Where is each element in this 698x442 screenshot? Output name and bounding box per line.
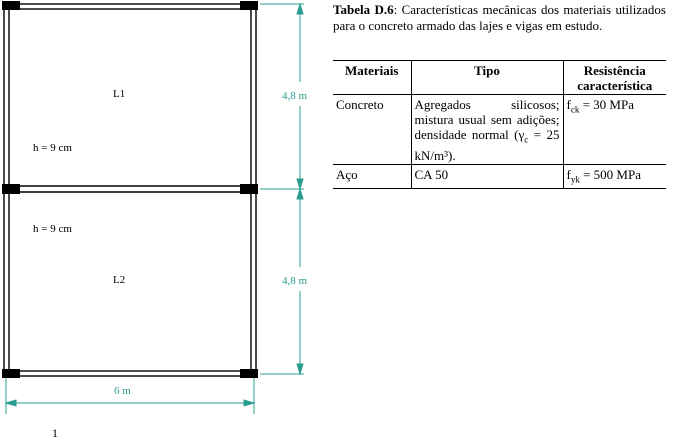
slab-thickness-l1: h = 9 cm <box>33 142 72 154</box>
materials-table <box>333 60 666 189</box>
cell-tipo: CA 50 <box>411 164 563 189</box>
header-tipo: Tipo <box>411 61 563 95</box>
cell-tipo: Agregados silicosos; mistura usual sem adições; densidade normal ($\gamma_c = 25$ kN/m³). <box>411 95 563 165</box>
dimension-label-bottom: 4,8 m <box>282 275 308 287</box>
header-resistencia: Resistência característica <box>563 61 666 95</box>
slab-label-l2: L2 <box>113 274 126 286</box>
header-materiais: Materiais <box>333 61 411 95</box>
table-caption <box>333 2 666 34</box>
column <box>240 369 258 378</box>
cell-resistencia: $f_{ck} = 30$ MPa <box>563 95 666 165</box>
column <box>2 184 20 194</box>
cell-material: Concreto <box>336 97 384 112</box>
slab-label-l1: L1 <box>113 88 126 100</box>
dimension-label-top: 4,8 m <box>282 90 308 102</box>
cell-resistencia: $f_{yk} = 500$ MPa <box>563 164 666 189</box>
column <box>2 1 20 10</box>
subscript: c <box>524 134 529 145</box>
plan-walls <box>4 4 256 376</box>
plan-columns <box>2 1 258 378</box>
caption-text: : Características mecânicas dos materiais utilizados para o concreto armado das lajes e vigas em estudo. <box>333 2 666 33</box>
table-row <box>333 95 666 165</box>
slab-thickness-l2: h = 9 cm <box>33 223 72 235</box>
slab-floor-plan <box>0 0 330 442</box>
table-row <box>333 164 666 189</box>
column <box>240 1 258 10</box>
dimension-label-width: 6 m <box>114 385 131 397</box>
footnote-marker: 1 <box>52 426 58 440</box>
vertical-dimension-lines <box>260 4 304 374</box>
column <box>2 369 20 378</box>
table-header-row <box>333 61 666 95</box>
subscript: yk <box>570 174 580 185</box>
column <box>240 184 258 194</box>
subscript: ck <box>570 104 580 115</box>
cell-material: Aço <box>333 164 411 189</box>
caption-label: Tabela D.6 <box>333 2 394 17</box>
